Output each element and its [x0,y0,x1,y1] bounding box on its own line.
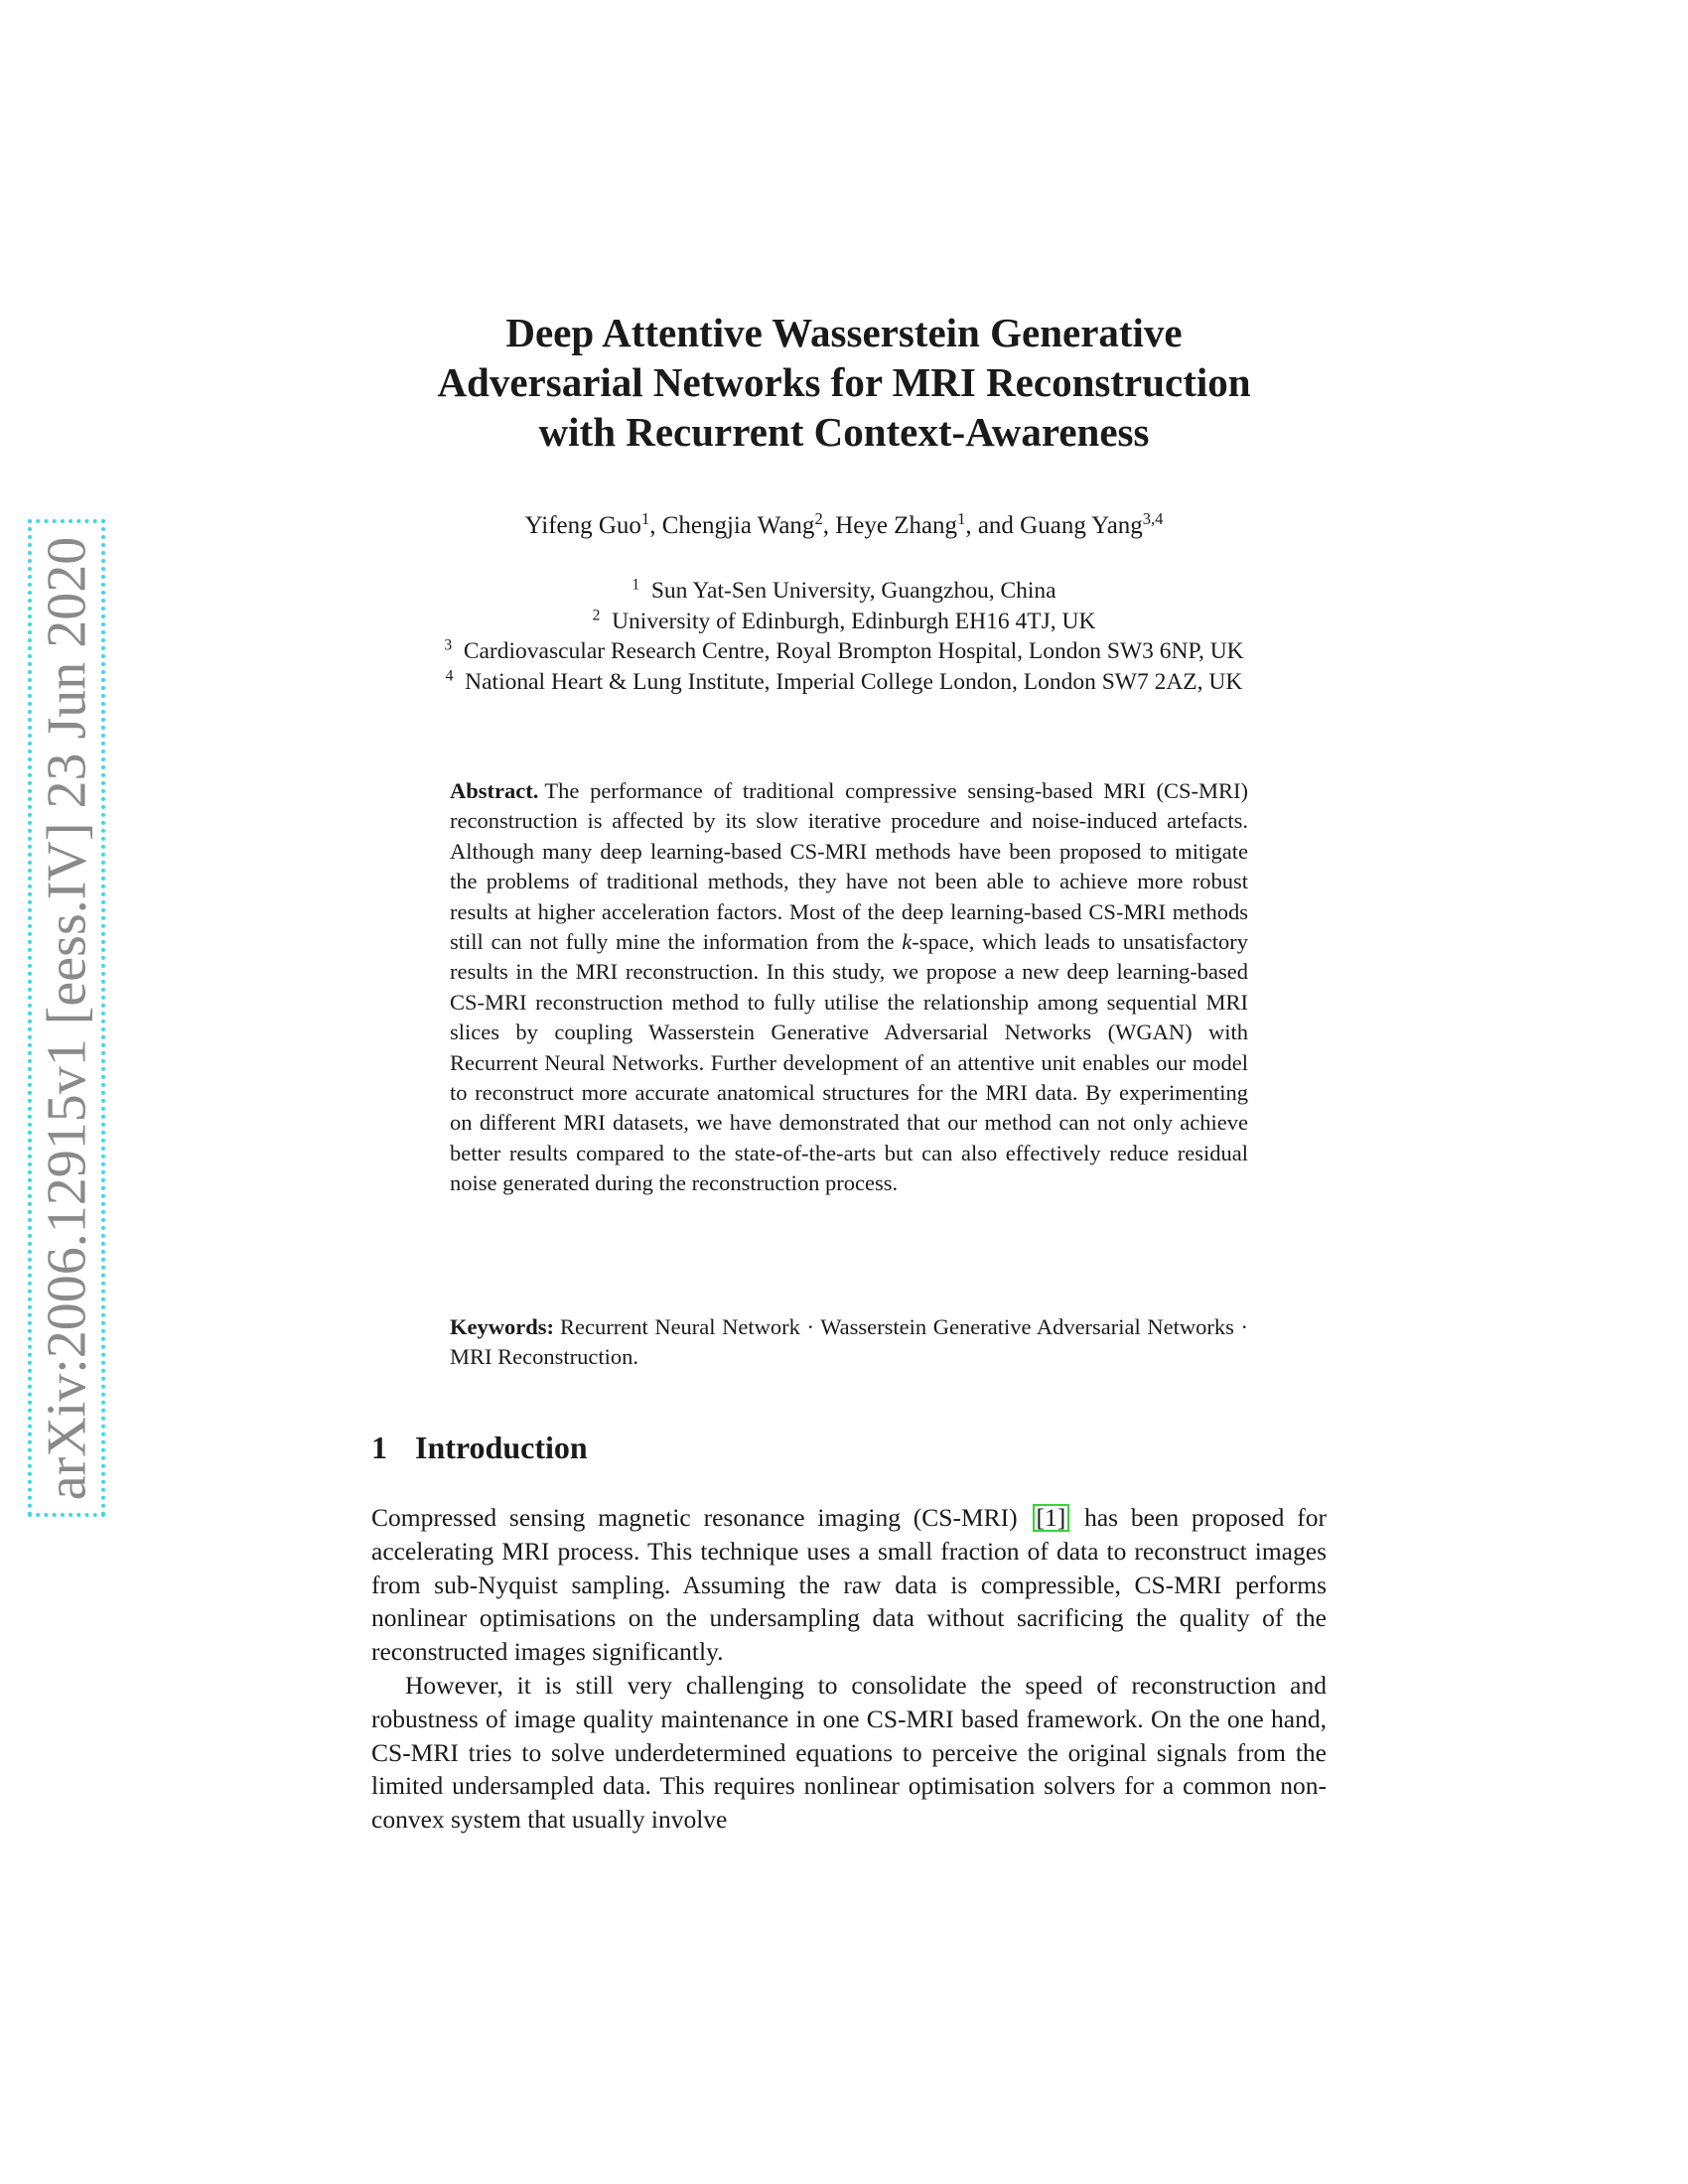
section-number: 1 [371,1430,387,1465]
affiliation-list [298,576,1390,697]
introduction-body [371,1501,1327,1837]
affiliation: $^2$ University of Edinburgh, Edinburgh EH16 4TJ, UK [592,606,1096,634]
abstract [450,776,1248,1199]
author: Heye Zhang$^1$ [835,508,966,539]
author: Guang Yang$^{3,4}$ [1020,508,1164,539]
keywords-label: Keywords: [450,1314,554,1339]
keywords [450,1312,1248,1373]
author: Yifeng Guo$^1$ [524,508,650,539]
abstract-text: The performance of traditional compressive sensing-based MRI (CS-MRI) reconstruction is affected by its slow iterative procedure and noise-induced artefacts. Although many deep learning-based CS-MRI methods have been proposed to mitigate the problems of traditional methods, they have not been able to achieve more robust results at higher acceleration factors. Most of the deep learning-based CS-MRI methods still can not fully mine the information from the [450,778,1248,955]
title-line-2: Adversarial Networks for MRI Reconstruction [437,359,1251,405]
arxiv-sidebar-stamp [28,519,105,1517]
citation-link-1[interactable]: [1] [1033,1504,1070,1532]
intro-paragraph-2: However, it is still very challenging to consolidate the speed of reconstruction and robustness of image quality maintenance in one CS-MRI based framework. On the one hand, CS-MRI tries to solve underdetermined equations to perceive the original signals from the limited undersampled data. This requires nonlinear optimisation solvers for a common non-convex system that usually involve [371,1670,1327,1835]
author-list: Yifeng Guo$^1$, Chengjia Wang$^2$, Heye Zhang$^1$, and Guang Yang$^{3,4}$ [524,508,1164,539]
affiliation: $^4$ National Heart & Lung Institute, Imperial College London, London SW7 2AZ, UK [445,666,1243,695]
abstract-text-cont: -space, which leads to unsatisfactory results in the MRI reconstruction. In this study, we propose a new deep learning-based CS-MRI reconstruction method to fully utilise the relationship among sequential MRI slices by coupling Wasserstein Generative Adversarial Networks (WGAN) with Recurrent Neural Networks. Further development of an attentive unit enables our model to reconstruct more accurate anatomical structures for the MRI data. By experimenting on different MRI datasets, we have demonstrated that our method can not only achieve better results compared to the state-of-the-arts but can also effectively reduce residual noise generated during the reconstruction process. [450,929,1248,1196]
author: Chengjia Wang$^2$ [661,508,823,539]
title-line-1: Deep Attentive Wasserstein Generative [505,310,1183,355]
affiliation: $^3$ Cardiovascular Research Centre, Royal Brompton Hospital, London SW3 6NP, UK [444,636,1244,664]
paper-title [298,308,1390,457]
section-heading-introduction [371,1430,588,1466]
k-space-italic: k [902,929,913,955]
section-title: Introduction [415,1430,588,1465]
keywords-text: Recurrent Neural Network · Wasserstein Generative Adversarial Networks · MRI Reconstruction. [450,1314,1248,1370]
affiliation: $^1$ Sun Yat-Sen University, Guangzhou, China [632,576,1056,604]
arxiv-identifier: arXiv:2006.12915v1 [eess.IV] 23 Jun 2020 [36,536,98,1500]
intro-paragraph-1: Compressed sensing magnetic resonance imaging (CS-MRI) [1] has been proposed for accelerating MRI process. This technique uses a small fraction of data to reconstruct images from sub-Nyquist sampling. Assuming the raw data is compressible, CS-MRI performs nonlinear optimisations on the undersampling data without sacrificing the quality of the reconstructed images significantly. [371,1503,1327,1667]
abstract-label: Abstract. [450,778,539,803]
title-line-3: with Recurrent Context-Awareness [538,409,1150,455]
